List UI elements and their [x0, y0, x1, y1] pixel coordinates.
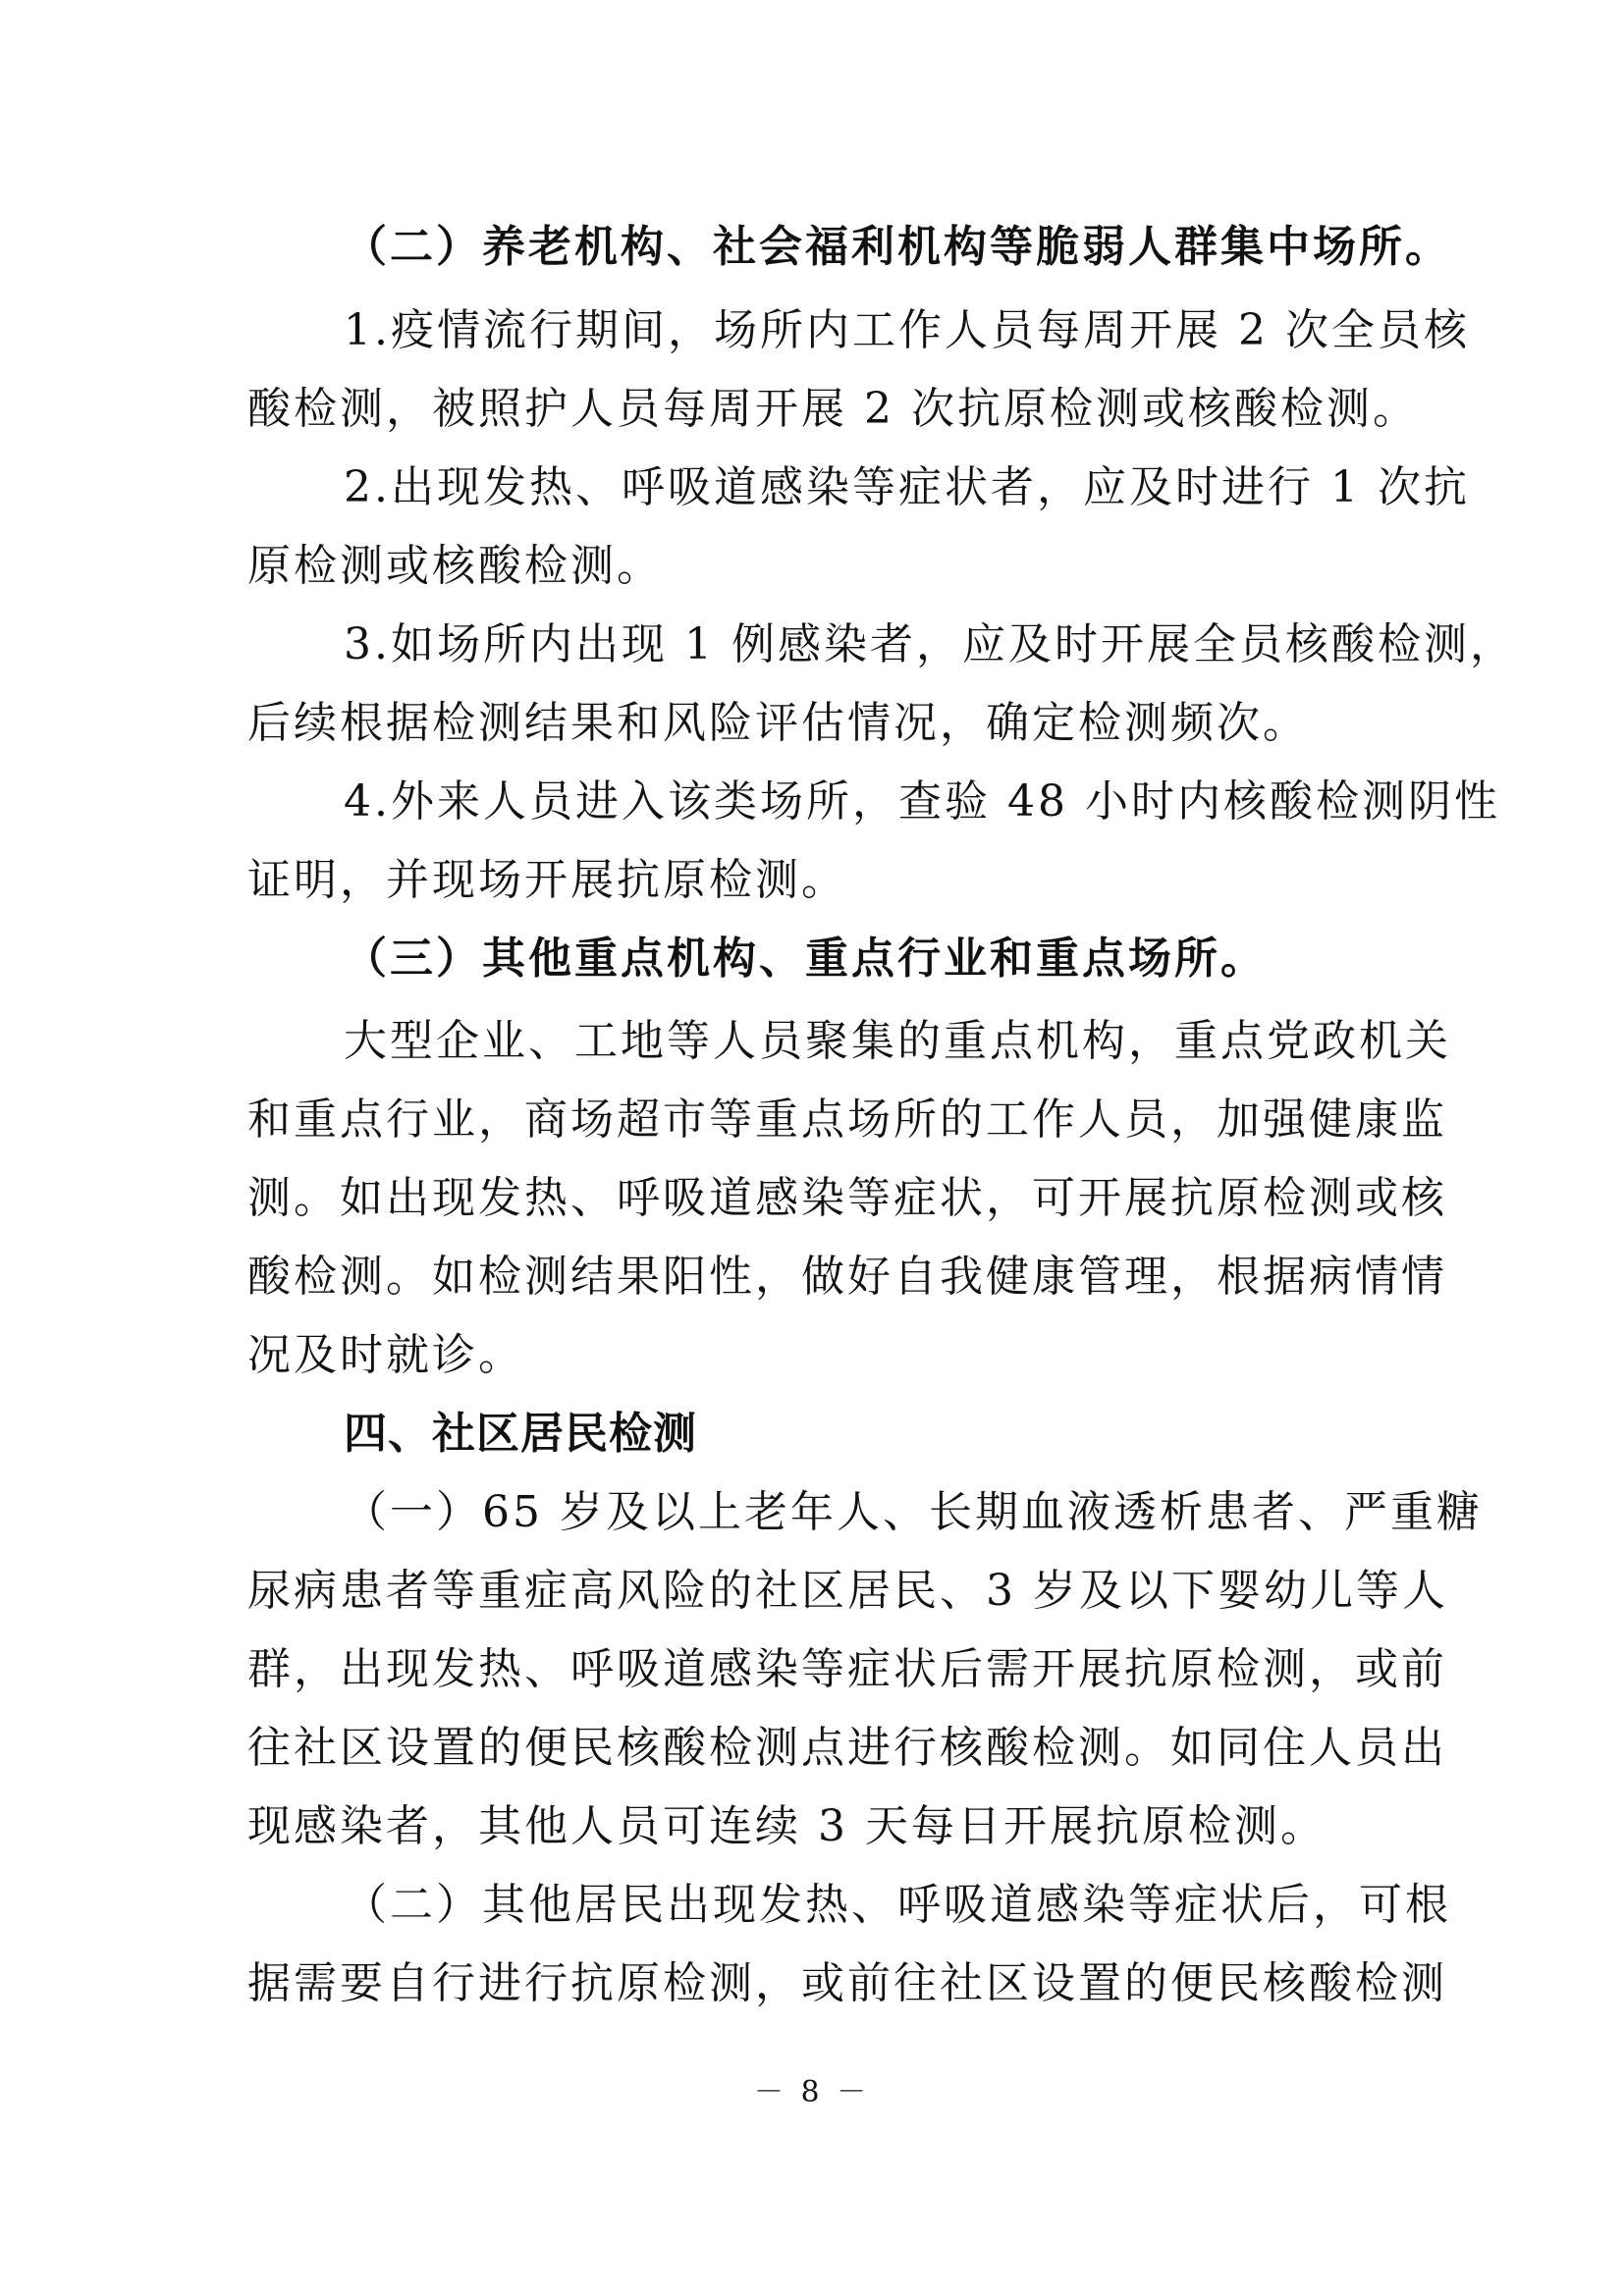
page-number: － 8 － [753, 2075, 871, 2109]
paragraph-line: 尿病患者等重症高风险的社区居民、3 岁及以下婴幼儿等人 [247, 1566, 1448, 1616]
paragraph-line: 往社区设置的便民核酸检测点进行核酸检测。如同住人员出 [247, 1723, 1447, 1773]
paragraph-line: 群，出现发热、呼吸道感染等症状后需开展抗原检测，或前 [247, 1644, 1447, 1694]
paragraph-line: 测。如出现发热、呼吸道感染等症状，可开展抗原检测或核 [247, 1173, 1447, 1223]
paragraph-line: 酸检测，被照护人员每周开展 2 次抗原检测或核酸检测。 [247, 384, 1419, 434]
paragraph-line: 4.外来人员进入该类场所，查验 48 小时内核酸检测阴性 [344, 776, 1500, 827]
paragraph-line: （一）65 岁及以上老年人、长期血液透析患者、严重糖 [344, 1487, 1483, 1537]
paragraph-line: 大型企业、工地等人员聚集的重点机构，重点党政机关 [344, 1016, 1451, 1066]
paragraph-line: 原检测或核酸检测。 [247, 541, 663, 591]
paragraph-line: （二）其他居民出现发热、呼吸道感染等症状后，可根 [344, 1880, 1451, 1930]
paragraph-line: 后续根据检测结果和风险评估情况，确定检测频次。 [247, 698, 1309, 748]
paragraph-line: 据需要自行进行抗原检测，或前往社区设置的便民核酸检测 [247, 1958, 1447, 2008]
paragraph-line: 和重点行业，商场超市等重点场所的工作人员，加强健康监 [247, 1095, 1447, 1145]
section-heading-key-institutions: （三）其他重点机构、重点行业和重点场所。 [344, 934, 1267, 984]
paragraph-line: 1.疫情流行期间，场所内工作人员每周开展 2 次全员核 [344, 305, 1470, 355]
paragraph-line: 证明，并现场开展抗原检测。 [247, 855, 847, 905]
paragraph-line: 酸检测。如检测结果阳性，做好自我健康管理，根据病情情 [247, 1252, 1447, 1302]
section-heading-elderly-care: （二）养老机构、社会福利机构等脆弱人群集中场所。 [344, 222, 1451, 272]
paragraph-line: 现感染者，其他人员可连续 3 天每日开展抗原检测。 [247, 1801, 1326, 1851]
paragraph-line: 3.如场所内出现 1 例感染者，应及时开展全员核酸检测， [344, 619, 1516, 669]
paragraph-line: 况及时就诊。 [247, 1330, 524, 1380]
section-heading-community-testing: 四、社区居民检测 [344, 1409, 697, 1459]
paragraph-line: 2.出现发热、呼吸道感染等症状者，应及时进行 1 次抗 [344, 462, 1470, 512]
